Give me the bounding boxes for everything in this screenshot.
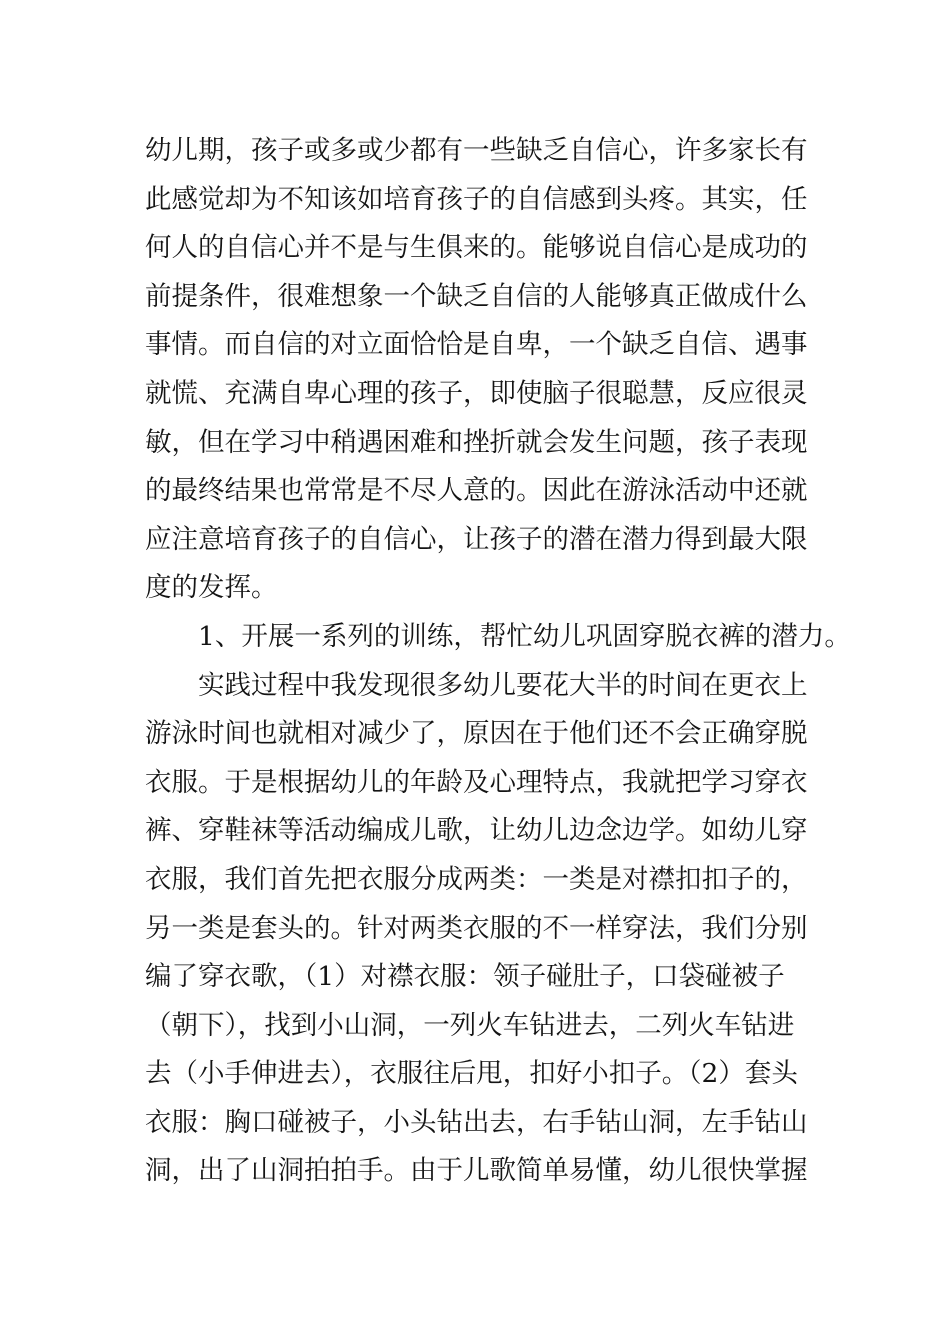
text-line: 衣服：胸口碰被子，小头钻出去，右手钻山洞，左手钻山 bbox=[145, 1106, 808, 1138]
text-line: （朝下），找到小山洞，一列火车钻进去，二列火车钻进 bbox=[145, 1009, 795, 1041]
text-line: 衣服。于是根据幼儿的年龄及心理特点，我就把学习穿衣 bbox=[145, 766, 808, 798]
text-line: 去（小手伸进去），衣服往后甩，扣好小扣子。（2）套头 bbox=[145, 1058, 798, 1090]
text-line: 的最终结果也常常是不尽人意的。因此在游泳活动中还就 bbox=[145, 475, 808, 507]
text-line: 敏，但在学习中稍遇困难和挫折就会发生问题，孩子表现 bbox=[145, 426, 808, 458]
text-line: 裤、穿鞋袜等活动编成儿歌，让幼儿边念边学。如幼儿穿 bbox=[145, 815, 808, 847]
text-line: 就慌、充满自卑心理的孩子，即使脑子很聪慧，反应很灵 bbox=[145, 377, 808, 409]
text-line: 前提条件，很难想象一个缺乏自信的人能够真正做成什么 bbox=[145, 280, 808, 312]
text-line: 应注意培育孩子的自信心，让孩子的潜在潜力得到最大限 bbox=[145, 523, 808, 555]
paragraph-first-line: 实践过程中我发现很多幼儿要花大半的时间在更衣上 bbox=[198, 669, 808, 701]
text-line: 事情。而自信的对立面恰恰是自卑，一个缺乏自信、遇事 bbox=[145, 329, 808, 361]
text-line: 另一类是套头的。针对两类衣服的不一样穿法，我们分别 bbox=[145, 912, 808, 944]
text-line: 衣服，我们首先把衣服分成两类：一类是对襟扣扣子的， bbox=[145, 863, 808, 895]
text-line: 洞，出了山洞拍拍手。由于儿歌简单易懂，幼儿很快掌握 bbox=[145, 1155, 808, 1187]
document-body bbox=[145, 127, 851, 1196]
text-line: 幼儿期，孩子或多或少都有一些缺乏自信心，许多家长有 bbox=[145, 135, 808, 166]
text-line: 度的发挥。 bbox=[145, 572, 278, 604]
text-line: 编了穿衣歌，（1）对襟衣服：领子碰肚子，口袋碰被子 bbox=[145, 961, 785, 993]
text-line: 游泳时间也就相对减少了，原因在于他们还不会正确穿脱 bbox=[145, 718, 808, 750]
text-line: 此感觉却为不知该如培育孩子的自信感到头疼。其实，任 bbox=[145, 183, 808, 215]
section-heading: 1、开展一系列的训练，帮忙幼儿巩固穿脱衣裤的潜力。 bbox=[198, 620, 851, 652]
text-line: 何人的自信心并不是与生俱来的。能够说自信心是成功的 bbox=[145, 232, 808, 264]
